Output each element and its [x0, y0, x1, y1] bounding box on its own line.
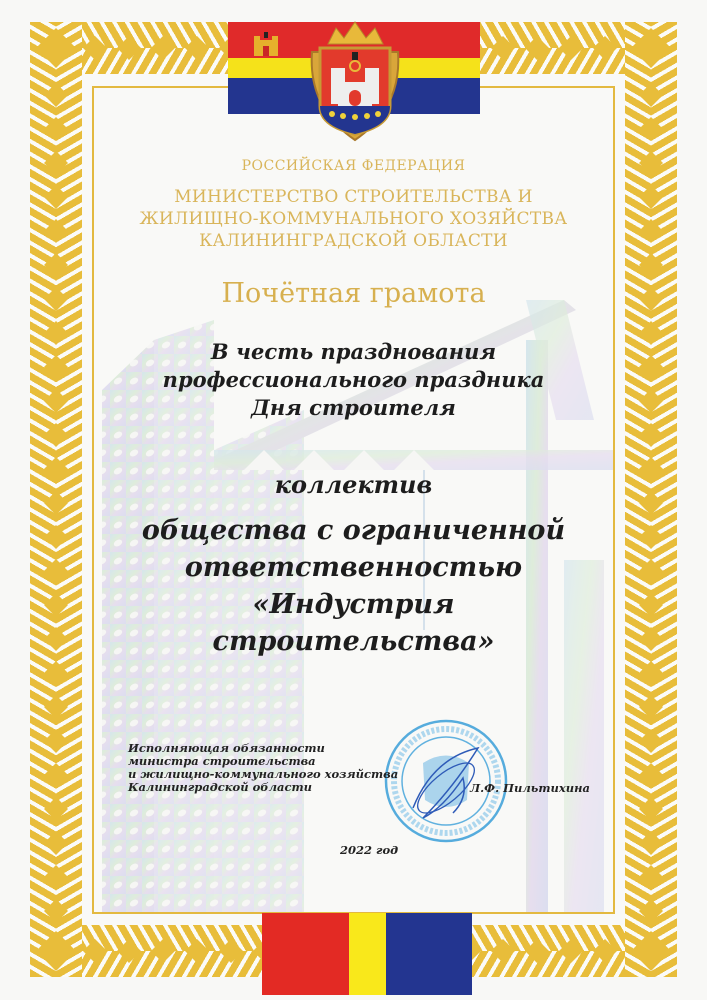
ministry-line: МИНИСТЕРСТВО СТРОИТЕЛЬСТВА И: [174, 187, 533, 207]
occasion-line: профессионального праздника: [162, 367, 545, 392]
occasion-line: В честь празднования: [210, 339, 497, 364]
ministry-line: КАЛИНИНГРАДСКОЙ ОБЛАСТИ: [199, 231, 508, 251]
recipient-line: строительства»: [212, 626, 495, 657]
flag-yellow-stripe: [349, 913, 386, 995]
country-label: РОССИЙСКАЯ ФЕДЕРАЦИЯ: [241, 158, 466, 174]
recipient-line: ответственностью: [184, 552, 523, 583]
kaliningrad-coat-of-arms-icon: [298, 18, 413, 143]
signer-name: Л.Ф. Пильтихина: [470, 781, 590, 795]
signer-line: Исполняющая обязанности: [128, 741, 325, 755]
flag-red-stripe: [262, 913, 349, 995]
ministry-line: ЖИЛИЩНО-КОММУНАЛЬНОГО ХОЗЯЙСТВА: [139, 209, 568, 229]
bottom-regional-flag: [262, 913, 472, 995]
signer-line: Калининградской области: [128, 780, 312, 794]
ministry-name: [94, 186, 613, 252]
signer-line: и жилищно-коммунального хозяйства: [128, 767, 399, 781]
recipient-name: [94, 512, 613, 660]
occasion-line: Дня строителя: [251, 395, 456, 420]
certificate-title: Почётная грамота: [221, 278, 486, 309]
signer-position: [128, 742, 428, 794]
occasion-text: [94, 338, 613, 422]
issue-year: 2022 год: [340, 843, 399, 857]
flag-blue-stripe: [386, 913, 472, 995]
recipient-line: «Индустрия: [252, 589, 455, 620]
recipient-prefix: коллектив: [274, 470, 433, 499]
castle-emblem-icon: [252, 30, 280, 58]
recipient-line: общества с ограниченной: [141, 515, 566, 546]
signer-line: министра строительства: [128, 754, 316, 768]
